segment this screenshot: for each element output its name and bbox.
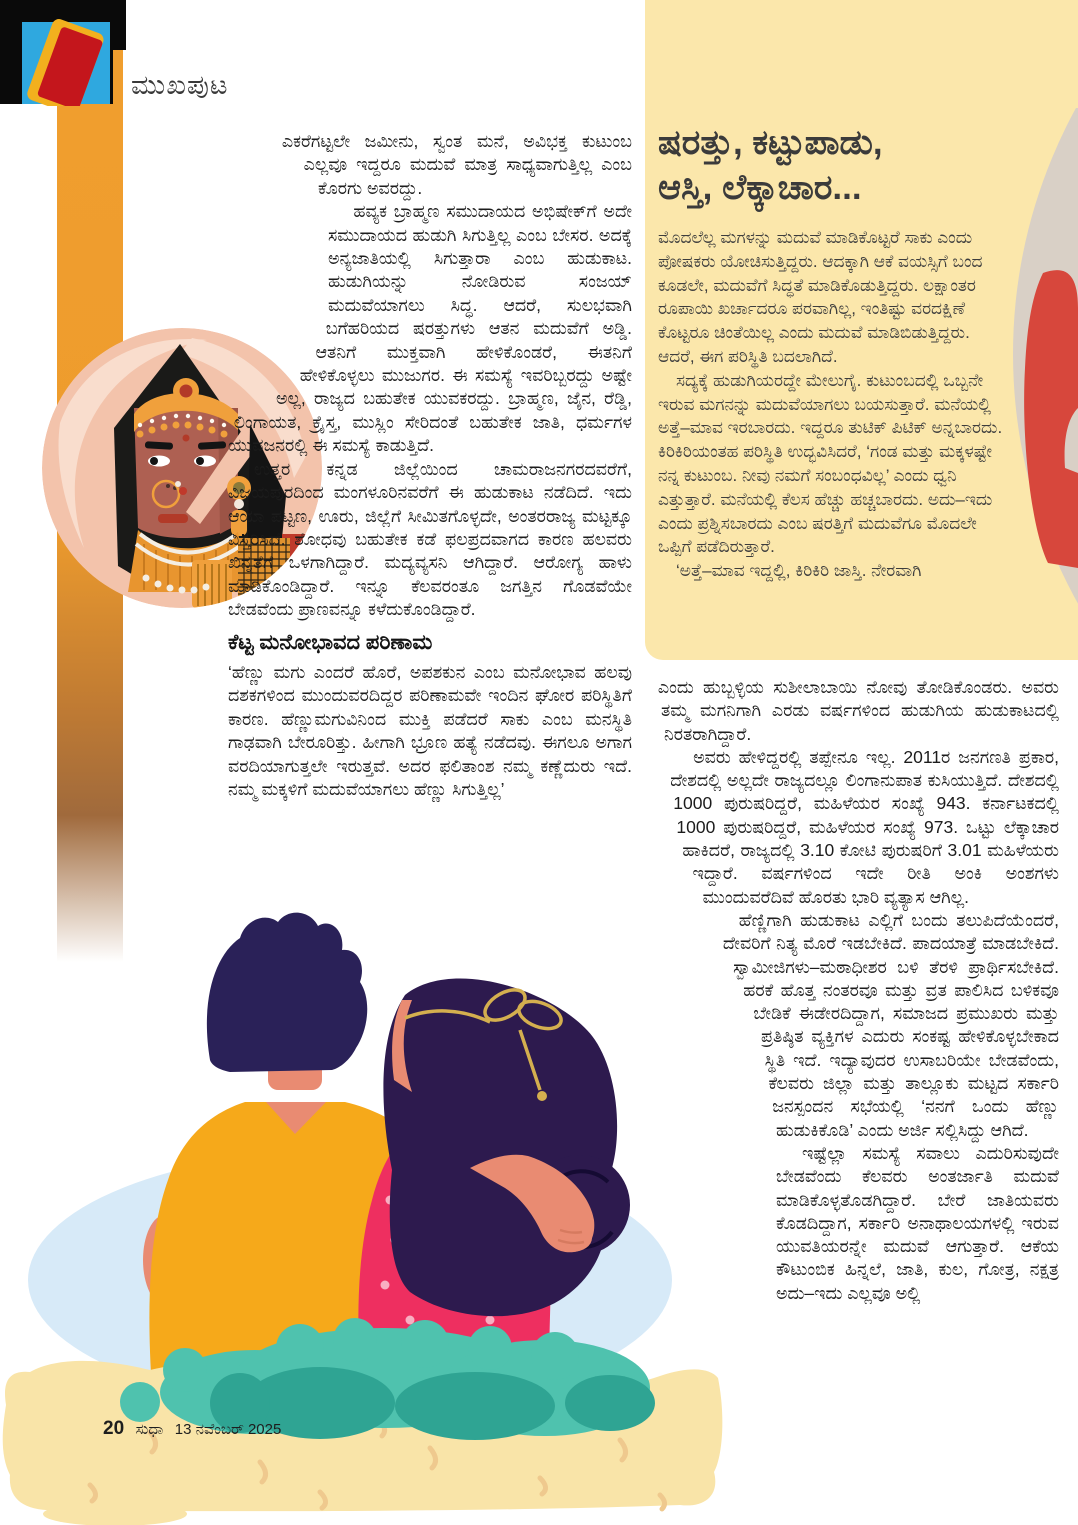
issue-date: 13 ನವೆಂಬರ್ 2025 xyxy=(174,1421,282,1438)
woman-hair xyxy=(383,979,617,1317)
article-paragraph: ಹವ್ಯಕ ಬ್ರಾಹ್ಮಣ ಸಮುದಾಯದ ಅಭಿಷೇಕ್‌ಗೆ ಅದೇ ಸಮುದಾಯದ ಹುಡುಗಿ ಸಿಗುತ್ತಿಲ್ಲ ಎಂಬ ಬೇಸರ. ಅದಕ್ಕೆ ಅನ್ಯಜಾತಿಯಲ್ಲಿ ಸಿಗುತ್ತಾರಾ ಎಂಬ ಹುಡುಕಾಟ. ಹುಡುಗಿಯನ್ನು ನೋಡಿರುವ ಸಂಜಯ್ ಮದುವೆಯಾಗಲು ಸಿದ್ಧ. ಆದರೆ, ಸುಲಭವಾಗಿ ಬಗೆಹರಿಯದ ಷರತ್ತುಗಳು ಆತನ ಮದುವೆಗೆ ಅಡ್ಡಿ. ಆತನಿಗೆ ಮುಕ್ತವಾಗಿ ಹೇಳಿಕೊಂಡರೆ, ಈತನಿಗೆ ಹೇಳಿಕೊಳ್ಳಲು ಮುಜುಗರ. ಈ ಸಮಸ್ಯೆ ಇವರಿಬ್ಬರದ್ದು ಅಷ್ಟೇ ಅಲ್ಲ, ರಾಜ್ಯದ ಬಹುತೇಕ ಯುವಕರದ್ದು. ಬ್ರಾಹ್ಮಣ, ಜೈನ, ರೆಡ್ಡಿ, ಲಿಂಗಾಯತ, ಕ್ರೈಸ್ತ, ಮುಸ್ಲಿಂ ಸೇರಿದಂತೆ ಬಹುತೇಕ ಜಾತಿ, ಧರ್ಮಗಳ ಯುವಜನರಲ್ಲಿ ಈ ಸಮಸ್ಯೆ ಕಾಡುತ್ತಿದೆ. xyxy=(228,201,632,456)
book-icon xyxy=(0,0,130,106)
article-paragraph: ಉತ್ತರ ಕನ್ನಡ ಜಿಲ್ಲೆಯಿಂದ ಚಾಮರಾಜನಗರದವರೆಗೆ, ವಿಜಯಪುರದಿಂದ ಮಂಗಳೂರಿನವರೆಗೆ ಈ ಹುಡುಕಾಟ ನಡೆದಿದೆ. ಇದು ಆಯಾ ಪಟ್ಟಣ, ಊರು, ಜಿಲ್ಲೆಗೆ ಸೀಮಿತಗೊಳ್ಳದೇ, ಅಂತರರಾಜ್ಯ ಮಟ್ಟಕ್ಕೂ ವಿಸ್ತರಿಸಿದೆ. ಶೋಧವು ಬಹುತೇಕ ಕಡೆ ಫಲಪ್ರದವಾಗದ ಕಾರಣ ಹಲವರು ಖಿನ್ನತೆಗೆ ಒಳಗಾಗಿದ್ದಾರೆ. ಮದ್ಯವ್ಯಸನಿ ಆಗಿದ್ದಾರೆ. ಆರೋಗ್ಯ ಹಾಳು ಮಾಡಿಕೊಂಡಿದ್ದಾರೆ. ಇನ್ನೂ ಕೆಲವರಂತೂ ಜಗತ್ತಿನ ಗೊಡವೆಯೇ ಬೇಡವೆಂದು ಪ್ರಾಣವನ್ನೂ ಕಳೆದುಕೊಂಡಿದ್ದಾರೆ. xyxy=(228,458,632,620)
subheading: ಕೆಟ್ಟ ಮನೋಭಾವದ ಪರಿಣಾಮ xyxy=(228,630,433,654)
article-paragraph: ‘ಹೆಣ್ಣು ಮಗು ಎಂದರೆ ಹೊರೆ, ಅಪಶಕುನ ಎಂಬ ಮನೋಭಾವ ಹಲವು ದಶಕಗಳಿಂದ ಮುಂದುವರದಿದ್ದರ ಪರಿಣಾಮವೇ ಇಂದಿನ ಘೋರ ಪರಿಸ್ಥಿತಿಗೆ ಕಾರಣ. ಹೆಣ್ಣುಮಗುವಿನಿಂದ ಮುಕ್ತಿ ಪಡೆದರೆ ಸಾಕು ಎಂಬ ಮನಸ್ಥಿತಿ ಗಾಢವಾಗಿ ಬೇರೂರಿತ್ತು. ಹೀಗಾಗಿ ಭ್ರೂಣ ಹತ್ಯೆ ನಡೆದವು. ಈಗಲೂ ಅಗಾಗ ವರದಿಯಾಗುತ್ತಲೇ ಇರುತ್ತವೆ. ಅದರ ಫಲಿತಾಂಶ ನಮ್ಮ ಕಣ್ಣೆದುರು ಇದೆ. ನಮ್ಮ ಮಕ್ಕಳಿಗೆ ಮದುವೆಯಾಗಲು ಹೆಣ್ಣು ಸಿಗುತ್ತಿಲ್ಲ’ xyxy=(228,661,632,799)
sidebar-paragraph: ‘ಅತ್ತೆ–ಮಾವ ಇದ್ದಲ್ಲಿ, ಕಿರಿಕಿರಿ ಜಾಸ್ತಿ. ನೇರವಾಗಿ xyxy=(676,561,922,581)
sidebar-title-line2: ಆಸ್ತಿ, ಲೆಕ್ಕಾಚಾರ... xyxy=(658,168,862,207)
clipped-photo-circle xyxy=(1013,108,1078,608)
sidebar-box xyxy=(645,0,1078,660)
section-label: ಮುಖಪುಟ xyxy=(131,70,229,100)
sidebar-body xyxy=(658,226,1008,583)
article-column-1 xyxy=(228,130,632,801)
article-paragraph: ಎಕರೆಗಟ್ಟಲೇ ಜಮೀನು, ಸ್ವಂತ ಮನೆ, ಅವಿಭಕ್ತ ಕುಟುಂಬ ಎಲ್ಲವೂ ಇದ್ದರೂ ಮದುವೆ ಮಾತ್ರ ಸಾಧ್ಯವಾಗುತ್ತಿಲ್ಲ ಎಂಬ ಕೊರಗು ಅವರದ್ದು. xyxy=(281,131,632,198)
article-paragraph: ಇಷ್ಟೆಲ್ಲಾ ಸಮಸ್ಯೆ ಸವಾಲು ಎದುರಿಸುವುದೇ ಬೇಡವೆಂದು ಕೆಲವರು ಅಂತರ್ಜಾತಿ ಮದುವೆ ಮಾಡಿಕೊಳ್ಳತೊಡಗಿದ್ದಾರೆ. ಬೇರೆ ಜಾತಿಯವರು ಕೊಡದಿದ್ದಾಗ, ಸರ್ಕಾರಿ ಅನಾಥಾಲಯಗಳಲ್ಲಿ ಇರುವ ಯುವತಿಯರನ್ನೇ ಮದುವೆ ಆಗುತ್ತಾರೆ. ಆಕೆಯ ಕೌಟುಂಬಿಕ ಹಿನ್ನಲೆ, ಜಾತಿ, ಕುಲ, ಗೋತ್ರ, ನಕ್ಷತ್ರ ಅದು–ಇದು ಎಲ್ಲವೂ ಅಲ್ಲಿ xyxy=(776,1142,1059,1303)
article-paragraph: ಎಂದು ಹುಬ್ಬಳ್ಳಿಯ ಸುಶೀಲಾಬಾಯಿ ನೋವು ತೋಡಿಕೊಂಡರು. ಅವರು ತಮ್ಮ ಮಗನಿಗಾಗಿ ಎರಡು ವರ್ಷಗಳಿಂದ ಹುಡುಗಿಯ ಹುಡುಕಾಟದಲ್ಲಿ ನಿರತರಾಗಿದ್ದಾರೆ. xyxy=(657,677,1059,744)
couple-image-spacer xyxy=(628,1236,776,1488)
page-number: 20 xyxy=(103,1418,125,1439)
article-paragraph: ಹೆಣ್ಣಿಗಾಗಿ ಹುಡುಕಾಟ ಎಲ್ಲಿಗೆ ಬಂದು ತಲುಪಿದೆಯೆಂದರೆ, ದೇವರಿಗೆ ನಿತ್ಯ ಮೊರೆ ಇಡಬೇಕಿದೆ. ಪಾದಯಾತ್ರೆ ಮಾಡಬೇಕಿದೆ. ಸ್ವಾಮೀಜಿಗಳು–ಮಠಾಧೀಶರ ಬಳಿ ತೆರಳಿ ಪ್ರಾರ್ಥಿಸಬೇಕಿದೆ. ಹರಕೆ ಹೊತ್ತ ನಂತರವೂ ಮತ್ತು ವ್ರತ ಪಾಲಿಸಿದ ಬಳಿಕವೂ ಬೇಡಿಕೆ ಈಡೇರದಿದ್ದಾಗ, ಸಮಾಜದ ಪ್ರಮುಖರು ಮತ್ತು ಪ್ರತಿಷ್ಠಿತ ವ್ಯಕ್ತಿಗಳ ಎದುರು ಸಂಕಷ್ಟ ಹೇಳಿಕೊಳ್ಳಬೇಕಾದ ಸ್ಥಿತಿ ಇದೆ. ಇದ್ಯಾವುದರ ಉಸಾಬರಿಯೇ ಬೇಡವೆಂದು, ಕೆಲವರು ಜಿಲ್ಲಾ ಮತ್ತು ತಾಲ್ಲೂಕು ಮಟ್ಟದ ಸರ್ಕಾರಿ ಜನಸ್ಪಂದನ ಸಭೆಯಲ್ಲಿ ‘ನನಗೆ ಒಂದು ಹೆಣ್ಣು ಹುಡುಕಿಕೊಡಿ’ ಎಂದು ಅರ್ಜಿ ಸಲ್ಲಿಸಿದ್ದು ಆಗಿದೆ. xyxy=(722,909,1059,1140)
article-column-2 xyxy=(628,676,1059,1488)
article-paragraph: ಅವರು ಹೇಳಿದ್ದರಲ್ಲಿ ತಪ್ಪೇನೂ ಇಲ್ಲ. 2011ರ ಜನಗಣತಿ ಪ್ರಕಾರ, ದೇಶದಲ್ಲಿ ಅಲ್ಲದೇ ರಾಜ್ಯದಲ್ಲೂ ಲಿಂಗಾನುಪಾತ ಕುಸಿಯುತ್ತಿದೆ. ದೇಶದಲ್ಲಿ 1000 ಪುರುಷರಿದ್ದರೆ, ಮಹಿಳೆಯರ ಸಂಖ್ಯೆ 943. ಕರ್ನಾಟಕದಲ್ಲಿ 1000 ಪುರುಷರಿದ್ದರೆ, ಮಹಿಳೆಯರ ಸಂಖ್ಯೆ 973. ಒಟ್ಟು ಲೆಕ್ಕಾಚಾರ ಹಾಕಿದರೆ, ರಾಜ್ಯದಲ್ಲಿ 3.10 ಕೋಟಿ ಪುರುಷರಿಗೆ 3.01 ಮಹಿಳೆಯರು ಇದ್ದಾರೆ. ವರ್ಷಗಳಿಂದ ಇದೇ ರೀತಿ ಅಂಕಿ ಅಂಶಗಳು ಮುಂದುವರೆದಿವೆ ಹೊರತು ಭಾರಿ ವ್ಯತ್ಯಾಸ ಆಗಿಲ್ಲ. xyxy=(670,746,1059,907)
magazine-logo xyxy=(0,0,130,106)
page-footer xyxy=(103,1418,281,1440)
sidebar-paragraph: ಸದ್ಯಕ್ಕೆ ಹುಡುಗಿಯರದ್ದೇ ಮೇಲುಗೈ. ಕುಟುಂಬದಲ್ಲಿ ಒಬ್ಬನೇ ಇರುವ ಮಗನನ್ನು ಮದುವೆಯಾಗಲು ಬಯಸುತ್ತಾರೆ. ಮನೆಯಲ್ಲಿ ಅತ್ತೆ–ಮಾವ ಇರಬಾರದು. ಇದ್ದರೂ ತುಟಿಕ್ ಪಿಟಿಕ್ ಅನ್ನಬಾರದು. ಕಿರಿಕಿರಿಯಂತಹ ಪರಿಸ್ಥಿತಿ ಉದ್ಭವಿಸಿದರೆ, ‘ಗಂಡ ಮತ್ತು ಮಕ್ಕಳಷ್ಟೇ ನನ್ನ ಕುಟುಂಬ. ನೀವು ನಮಗೆ ಸಂಬಂಧವಿಲ್ಲ’ ಎಂದು ಧ್ವನಿ ಎತ್ತುತ್ತಾರೆ. ಮನೆಯಲ್ಲಿ ಕೆಲಸ ಹೆಚ್ಚು ಹಚ್ಚಬಾರದು. ಅದು–ಇದು ಎಂದು ಪ್ರಶ್ನಿಸಬಾರದು ಎಂಬ ಷರತ್ತಿಗೆ ಮದುವೆಗೂ ಮೊದಲೇ ಒಪ್ಪಿಗೆ ಪಡೆದಿರುತ್ತಾರೆ. xyxy=(658,370,1003,557)
magazine-name: ಸುಧಾ xyxy=(135,1421,164,1438)
sidebar-paragraph: ಮೊದಲೆಲ್ಲ ಮಗಳನ್ನು ಮದುವೆ ಮಾಡಿಕೊಟ್ಟರೆ ಸಾಕು ಎಂದು ಪೋಷಕರು ಯೋಚಿಸುತ್ತಿದ್ದರು. ಆದಕ್ಕಾಗಿ ಆಕೆ ವಯಸ್ಸಿಗೆ ಬಂದ ಕೂಡಲೇ, ಮದುವೆಗೆ ಸಿದ್ಧತೆ ಮಾಡಿಕೊಡುತ್ತಿದ್ದರು. ಲಕ್ಷಾಂತರ ರೂಪಾಯಿ ಖರ್ಚಾದರೂ ಪರವಾಗಿಲ್ಲ, ಇಂತಿಷ್ಟು ವರದಕ್ಷಿಣೆ ಕೊಟ್ಟರೂ ಚಿಂತೆಯಿಲ್ಲ ಎಂದು ಮದುವೆ ಮಾಡಿಬಿಡುತ್ತಿದ್ದರು. ಆದರೆ, ಈಗ ಪರಿಸ್ಥಿತಿ ಬದಲಾಗಿದೆ. xyxy=(658,228,983,366)
sidebar-title-line1: ಷರತ್ತು, ಕಟ್ಟುಪಾಡು, xyxy=(658,123,883,162)
